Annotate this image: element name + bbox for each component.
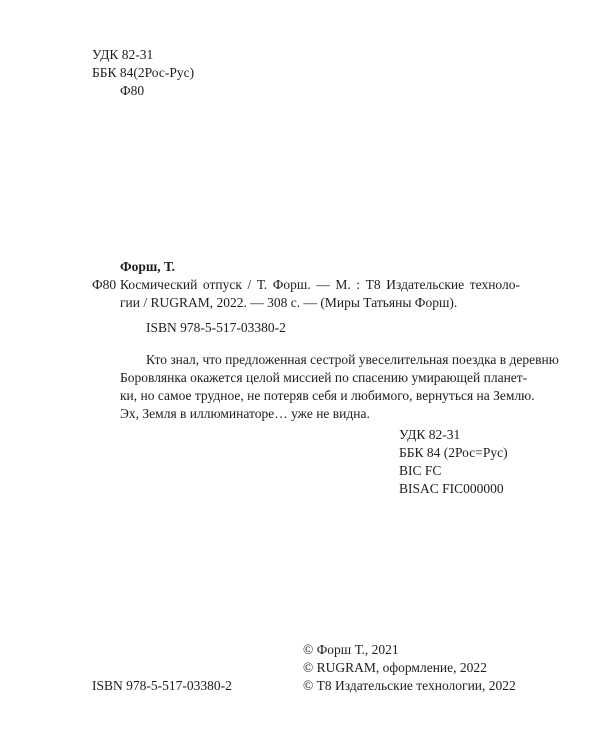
description-line-1: Космический отпуск / Т. Форш. — М. : Т8 Издательские техноло- — [120, 277, 520, 292]
top-author-mark: Ф80 — [120, 83, 145, 98]
description-line-2: гии / RUGRAM, 2022. — 308 с. — (Миры Татьяны Форш). — [120, 295, 458, 310]
copyright-author: © Форш Т., 2021 — [303, 642, 399, 657]
top-bbk: ББК 84(2Рос-Рус) — [92, 65, 195, 80]
copyright-t8: © Т8 Издательские технологии, 2022 — [303, 678, 516, 693]
record-author-mark: Ф80 — [92, 277, 117, 292]
top-udk: УДК 82-31 — [92, 47, 154, 62]
class-bic: BIC FC — [399, 463, 442, 478]
annotation-line-4: Эх, Земля в иллюминаторе… уже не видна. — [120, 406, 370, 421]
annotation-line-1: Кто знал, что предложенная сестрой увеселительная поездка в деревню — [146, 352, 559, 367]
copyright-rugram: © RUGRAM, оформление, 2022 — [303, 660, 487, 675]
class-bbk: ББК 84 (2Рос=Рус) — [399, 445, 508, 460]
footer-isbn: ISBN 978-5-517-03380-2 — [92, 678, 232, 693]
annotation-line-2: Боровлянка окажется целой миссией по спасению умирающей планет- — [120, 370, 528, 385]
class-udk: УДК 82-31 — [399, 427, 461, 442]
class-bisac: BISAC FIC000000 — [399, 481, 504, 496]
author-heading: Форш, Т. — [120, 259, 176, 274]
annotation-line-3: ки, но самое трудное, не потеряв себя и любимого, вернуться на Землю. — [120, 388, 535, 403]
record-isbn: ISBN 978-5-517-03380-2 — [146, 320, 286, 335]
